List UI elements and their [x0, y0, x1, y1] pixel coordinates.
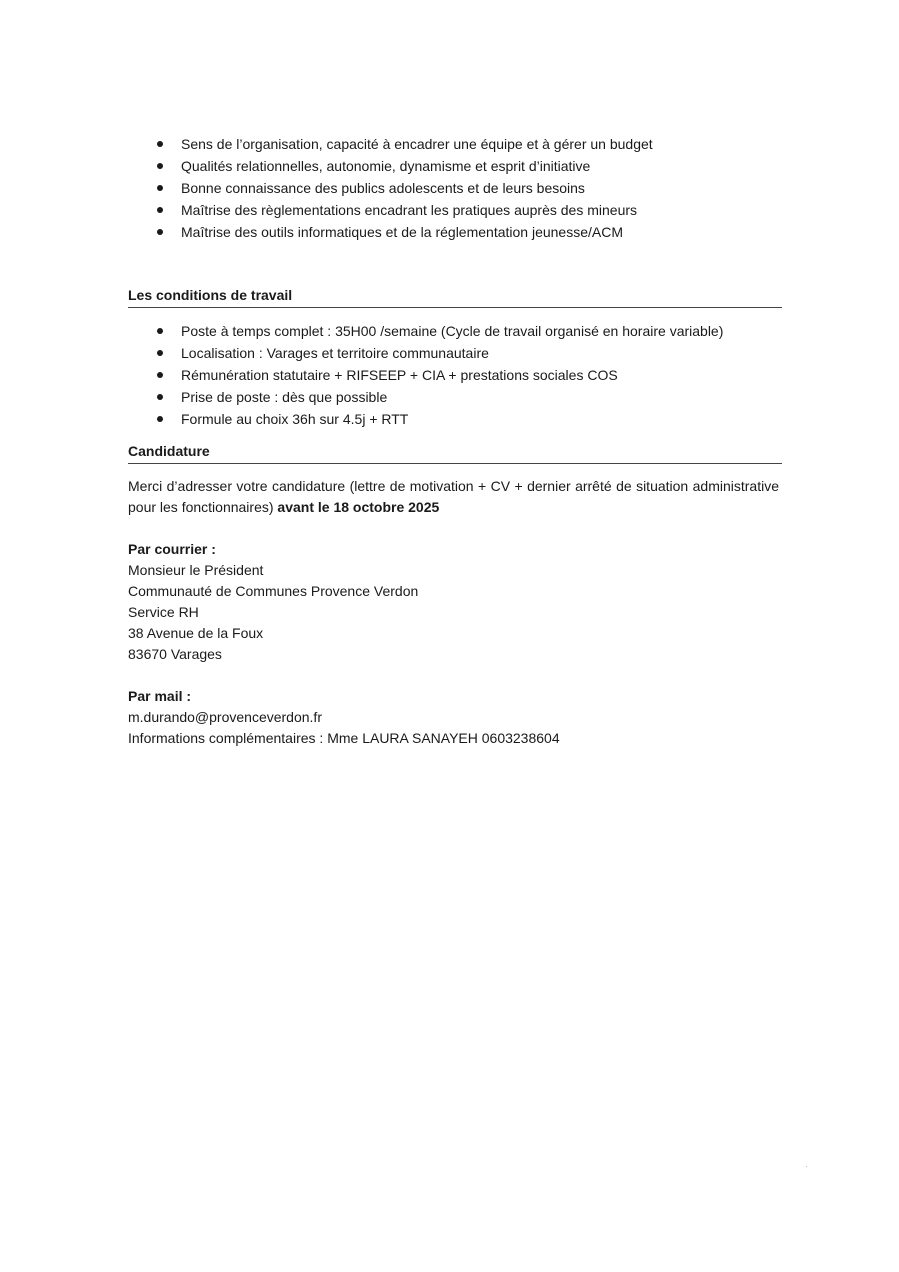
list-item-text: Maîtrise des règlementations encadrant les pratiques auprès des mineurs: [181, 202, 638, 218]
scan-speck: [806, 1166, 807, 1167]
list-item: [128, 177, 788, 199]
address-line: 83670 Varages: [128, 646, 222, 662]
list-item: [128, 408, 788, 430]
email-text: m.durando@provenceverdon.fr: [128, 709, 322, 725]
list-item: [128, 199, 788, 221]
list-item-text: Maîtrise des outils informatiques et de la réglementation jeunesse/ACM: [181, 224, 623, 240]
bullet-icon: [157, 229, 163, 235]
list-item-text: Prise de poste : dès que possible: [181, 389, 388, 405]
bullet-icon: [157, 328, 163, 334]
mail-label: Par mail :: [128, 688, 192, 704]
contact-info: Informations complémentaires : Mme LAURA SANAYEH 0603238604: [128, 730, 560, 746]
list-item-text: Poste à temps complet : 35H00 /semaine (Cycle de travail organisé en horaire variable): [181, 323, 724, 339]
candidature-text: Merci d’adresser votre candidature (lettre de motivation + CV + dernier arrêté de situation administrative pour les fonctionnaires): [128, 478, 779, 515]
address-line: Communauté de Communes Provence Verdon: [128, 583, 419, 599]
list-item-text: Formule au choix 36h sur 4.5j + RTT: [181, 411, 409, 427]
bullet-icon: [157, 350, 163, 356]
list-item: [128, 364, 788, 386]
skills-list: [128, 133, 788, 243]
bullet-icon: [157, 163, 163, 169]
list-item-text: Rémunération statutaire + RIFSEEP + CIA + prestations sociales COS: [181, 367, 618, 383]
list-item: [128, 133, 788, 155]
list-item: [128, 342, 788, 364]
list-item-text: Bonne connaissance des publics adolescents et de leurs besoins: [181, 180, 585, 196]
courrier-label: Par courrier :: [128, 541, 216, 557]
address-line: Monsieur le Président: [128, 562, 264, 578]
address-line: 38 Avenue de la Foux: [128, 625, 264, 641]
list-item: [128, 155, 788, 177]
bullet-icon: [157, 394, 163, 400]
bullet-icon: [157, 372, 163, 378]
candidature-heading: Candidature: [128, 442, 782, 464]
bullet-icon: [157, 141, 163, 147]
list-item-text: Sens de l’organisation, capacité à encadrer une équipe et à gérer un budget: [181, 136, 653, 152]
candidature-deadline: avant le 18 octobre 2025: [277, 499, 440, 515]
bullet-icon: [157, 416, 163, 422]
address-line: Service RH: [128, 604, 199, 620]
conditions-heading: Les conditions de travail: [128, 286, 782, 308]
bullet-icon: [157, 185, 163, 191]
candidature-paragraph: [128, 476, 779, 518]
list-item: [128, 221, 788, 243]
list-item: [128, 386, 788, 408]
conditions-list: [128, 320, 788, 430]
list-item-text: Localisation : Varages et territoire communautaire: [181, 345, 489, 361]
bullet-icon: [157, 207, 163, 213]
list-item-text: Qualités relationnelles, autonomie, dynamisme et esprit d’initiative: [181, 158, 591, 174]
list-item: [128, 320, 788, 342]
